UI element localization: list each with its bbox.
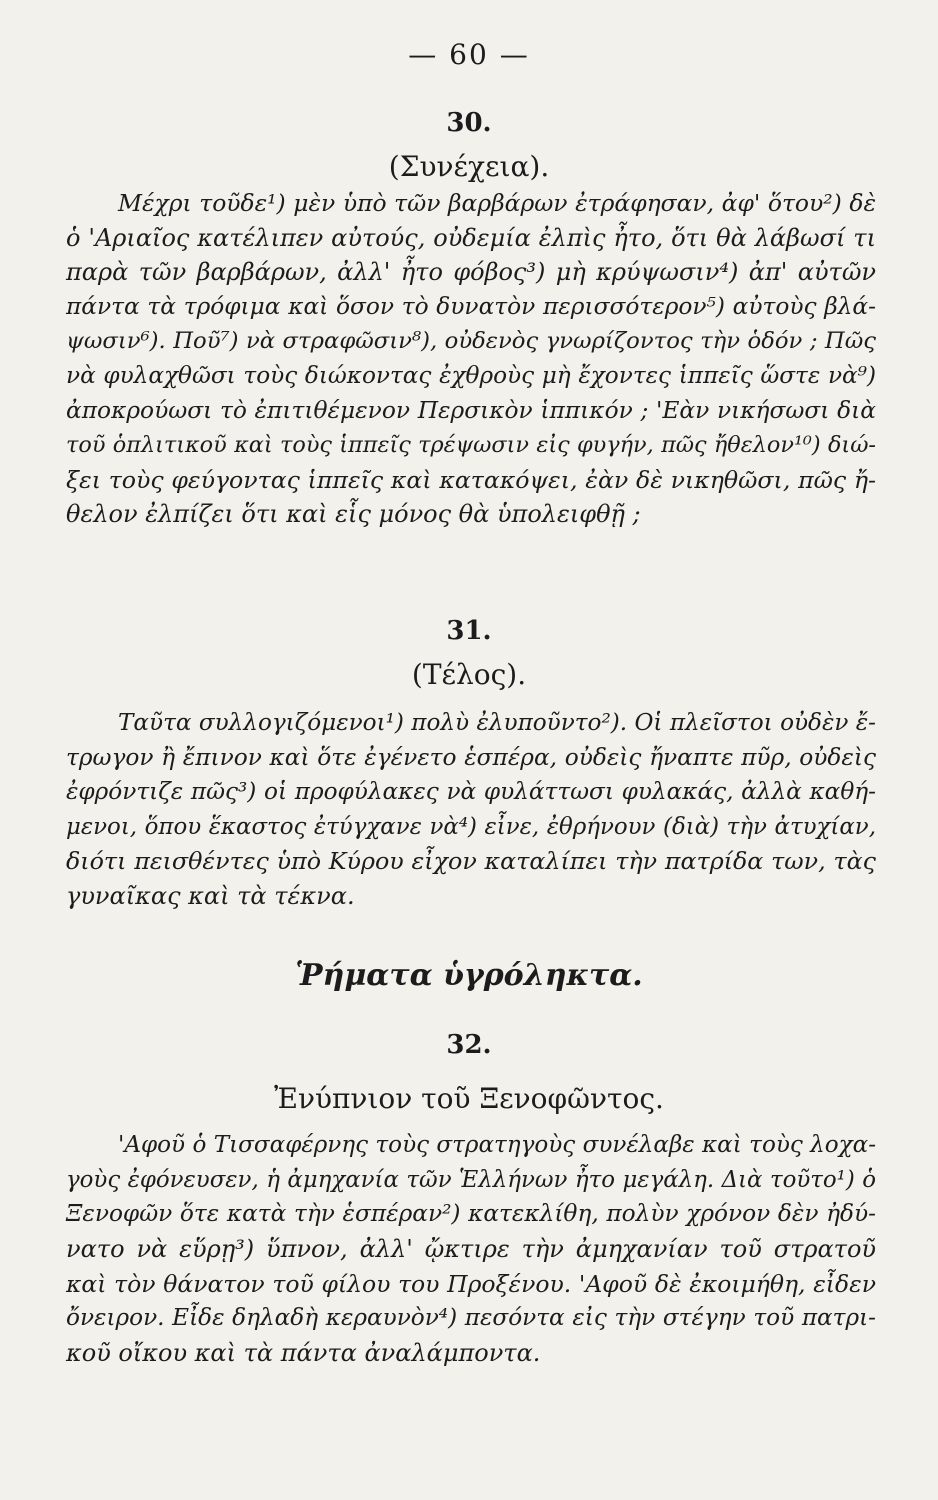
text-line: κοῦ οἴκου καὶ τὰ πάντα ἀναλάμποντα.	[66, 1339, 541, 1368]
text-line: Μέχρι τοῦδε¹) μὲν ὑπὸ τῶν βαρβάρων ἐτράφησαν, ἀφ' ὅτου²) δὲ	[118, 189, 876, 217]
text-line: 'Αφοῦ ὁ Τισσαφέρνης τοὺς στρατηγοὺς συνέλαβε καὶ τοὺς λοχα-	[118, 1132, 876, 1158]
text-line: ξει τοὺς φεύγοντας ἱππεῖς καὶ κατακόψει, ἐὰν δὲ νικηθῶσι, πῶς ἤ-	[66, 465, 876, 494]
text-line: νὰ φυλαχθῶσι τοὺς διώκοντας ἐχθροὺς μὴ ἔχοντες ἱππεῖς ὥστε νὰ⁹)	[66, 361, 876, 389]
text-line: παρὰ τῶν βαρβάρων, ἀλλ' ἦτο φόβος³) μὴ κρύψωσιν⁴) ἀπ' αὐτῶν	[66, 258, 876, 287]
text-line: ὁ 'Αριαῖος κατέλιπεν αὐτούς, οὐδεμία ἐλπὶς ἦτο, ὅτι θὰ λάβωσί τι	[66, 223, 876, 252]
text-line: τρωγον ἢ ἔπινον καὶ ὅτε ἐγένετο ἑσπέρα, οὐδεὶς ἤναπτε πῦρ, οὐδεὶς	[66, 743, 876, 771]
text-line: ἐφρόντιζε πῶς³) οἱ προφύλακες νὰ φυλάττωσι φυλακάς, ἀλλὰ καθή-	[66, 778, 876, 806]
text-line: ψωσιν⁶). Ποῦ⁷) νὰ στραφῶσιν⁸), οὐδενὸς γνωρίζοντος τὴν ὁδόν ; Πῶς	[66, 328, 876, 355]
text-line: καὶ τὸν θάνατον τοῦ φίλου του Προξένου. 'Αφοῦ δὲ ἐκοιμήθη, εἶδεν	[66, 1269, 876, 1298]
section-title-31: (Τέλος).	[411, 658, 527, 691]
paragraph-31	[66, 706, 876, 914]
text-line: γοὺς ἐφόνευσεν, ἡ ἀμηχανία τῶν Ἑλλήνων ἦτο μεγάλη. Διὰ τοῦτο¹) ὁ	[66, 1166, 876, 1193]
section-title-30: (Συνέχεια).	[388, 150, 550, 183]
section-number-31: 31.	[446, 616, 492, 646]
text-line: ὄνειρον. Εἶδε δηλαδὴ κεραυνὸν⁴) πεσόντα εἰς τὴν στέγην τοῦ πατρι-	[66, 1304, 876, 1332]
section-number-30: 30.	[446, 108, 492, 138]
text-line: πάντα τὰ τρόφιμα καὶ ὅσον τὸ δυνατὸν περισσότερον⁵) αὐτοὺς βλά-	[66, 292, 876, 320]
text-line: διότι πεισθέντες ὑπὸ Κύρου εἶχον καταλίπει τὴν πατρίδα των, τὰς	[66, 847, 876, 876]
text-line: μενοι, ὅπου ἕκαστος ἐτύγχανε νὰ⁴) εἶνε, ἐθρήνουν (διὰ) τὴν ἀτυχίαν,	[66, 813, 876, 840]
verbs-heading: Ῥήματα ὑγρόληκτα.	[295, 958, 643, 993]
section-title-32: Ἐνύπνιον τοῦ Ξενοφῶντος.	[274, 1082, 664, 1115]
text-line: τοῦ ὁπλιτικοῦ καὶ τοὺς ἱππεῖς τρέψωσιν εἰς φυγήν, πῶς ἤθελον¹⁰) διώ-	[66, 432, 876, 459]
text-line: ἀποκρούωσι τὸ ἐπιτιθέμενον Περσικὸν ἱππικόν ; 'Εὰν νικήσωσι διὰ	[66, 396, 876, 424]
text-line: Ξενοφῶν ὅτε κατὰ τὴν ἑσπέραν²) κατεκλίθη, πολὺν χρόνον δὲν ἠδύ-	[66, 1200, 876, 1228]
paragraph-32	[66, 1128, 876, 1371]
section-number-32: 32.	[446, 1030, 492, 1060]
text-line: Ταῦτα συλλογιζόμενοι¹) πολὺ ἐλυποῦντο²). Οἱ πλεῖστοι οὐδὲν ἔ-	[118, 710, 876, 736]
text-line: γυναῖκας καὶ τὰ τέκνα.	[66, 881, 355, 910]
text-line: νατο νὰ εὕρῃ³) ὕπνον, ἀλλ' ᾤκτιρε τὴν ἀμηχανίαν τοῦ στρατοῦ	[66, 1235, 876, 1264]
paragraph-30	[66, 186, 876, 532]
text-line: θελον ἐλπίζει ὅτι καὶ εἷς μόνος θὰ ὑπολειφθῇ ;	[66, 500, 641, 529]
page-number: — 60 —	[408, 38, 530, 71]
